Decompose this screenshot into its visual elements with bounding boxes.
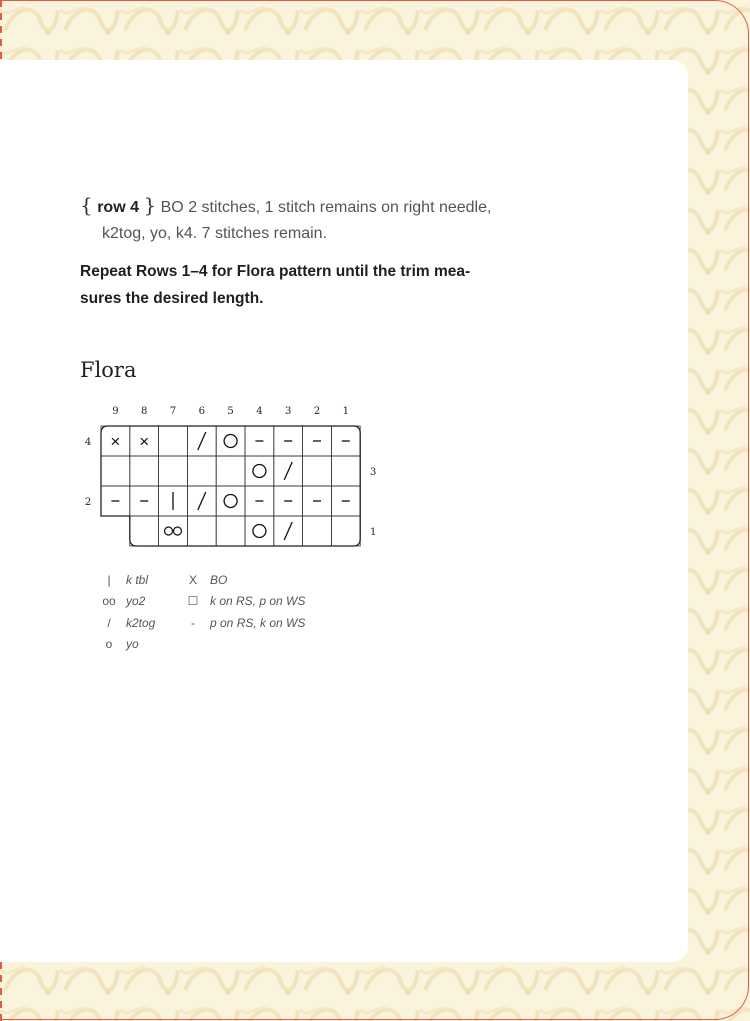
chart-cell (216, 516, 245, 546)
row-label: row 4 (97, 199, 139, 216)
k2tog-symbol (284, 522, 292, 540)
yo-symbol (253, 465, 266, 478)
row4-instruction (80, 192, 550, 247)
legend-label: yo (126, 637, 139, 651)
repeat-instruction (80, 258, 550, 312)
k2tog-symbol (198, 432, 206, 450)
chart-cell (187, 516, 216, 546)
column-number: 1 (342, 406, 349, 417)
row4-text-2: k2tog, yo, k4. 7 stitches remain. (102, 225, 327, 242)
legend-item (98, 594, 145, 608)
column-number: 6 (198, 406, 205, 417)
column-number: 3 (285, 406, 292, 417)
brace-close: } (143, 193, 157, 217)
repeat-text-2: sures the desired length. (80, 290, 264, 307)
brace-open: { (80, 193, 93, 217)
knitting-chart (78, 398, 388, 558)
chart-cell (245, 456, 274, 486)
k2tog-symbol (284, 462, 292, 480)
chart-cell (303, 456, 332, 486)
chart-cell (130, 516, 159, 546)
legend-label: BO (210, 573, 228, 587)
chart-cell (216, 456, 245, 486)
column-number: 2 (313, 406, 321, 417)
legend-label: k tbl (126, 573, 149, 587)
legend-symbol: / (107, 616, 111, 630)
chart-cell (331, 456, 360, 486)
chart-cell (130, 456, 159, 486)
column-number: 7 (169, 406, 177, 417)
chart-cell (159, 426, 188, 456)
legend-symbol: X (188, 573, 197, 587)
row-label: 3 (370, 467, 377, 478)
column-number: 8 (141, 406, 148, 417)
legend-symbol: oo (102, 594, 116, 608)
row-label: 2 (84, 497, 92, 508)
legend-item (182, 573, 227, 587)
column-number: 9 (112, 406, 119, 417)
legend-symbol: - (191, 616, 195, 630)
legend-item (98, 573, 148, 587)
chart-cell (331, 516, 360, 546)
row-label: 1 (370, 527, 377, 538)
chart-title: Flora (80, 358, 137, 382)
repeat-text-1: Repeat Rows 1–4 for Flora pattern until the trim mea- (80, 263, 471, 280)
bo-symbol: × (110, 432, 121, 451)
yo2-symbol (165, 527, 173, 535)
legend-label: k on RS, p on WS (210, 594, 306, 608)
legend-symbol: o (105, 637, 113, 651)
column-number: 4 (256, 406, 263, 417)
legend-label: yo2 (126, 594, 146, 608)
row-label: 4 (84, 437, 92, 448)
yo-symbol (224, 435, 237, 448)
chart-cell (159, 456, 188, 486)
row4-text-1: BO 2 stitches, 1 stitch remains on right needle, (160, 199, 492, 216)
chart-cell (303, 516, 332, 546)
legend-label: p on RS, k on WS (210, 616, 306, 630)
legend-symbol: | (107, 573, 111, 587)
chart-cell (216, 486, 245, 516)
legend-label: k2tog (126, 616, 156, 630)
bo-symbol: × (139, 432, 150, 451)
legend-item (98, 637, 139, 651)
chart-cell (101, 456, 130, 486)
legend-item (182, 616, 305, 630)
column-number: 5 (227, 406, 234, 417)
yo-symbol (253, 525, 266, 538)
chart-cell (245, 516, 274, 546)
legend-symbol: ☐ (187, 594, 199, 608)
yo2-symbol (174, 527, 182, 535)
chart-cell (187, 456, 216, 486)
chart-cell (216, 426, 245, 456)
legend-item (182, 594, 305, 608)
legend-item (98, 616, 155, 630)
yo-symbol (224, 495, 237, 508)
k2tog-symbol (198, 492, 206, 510)
